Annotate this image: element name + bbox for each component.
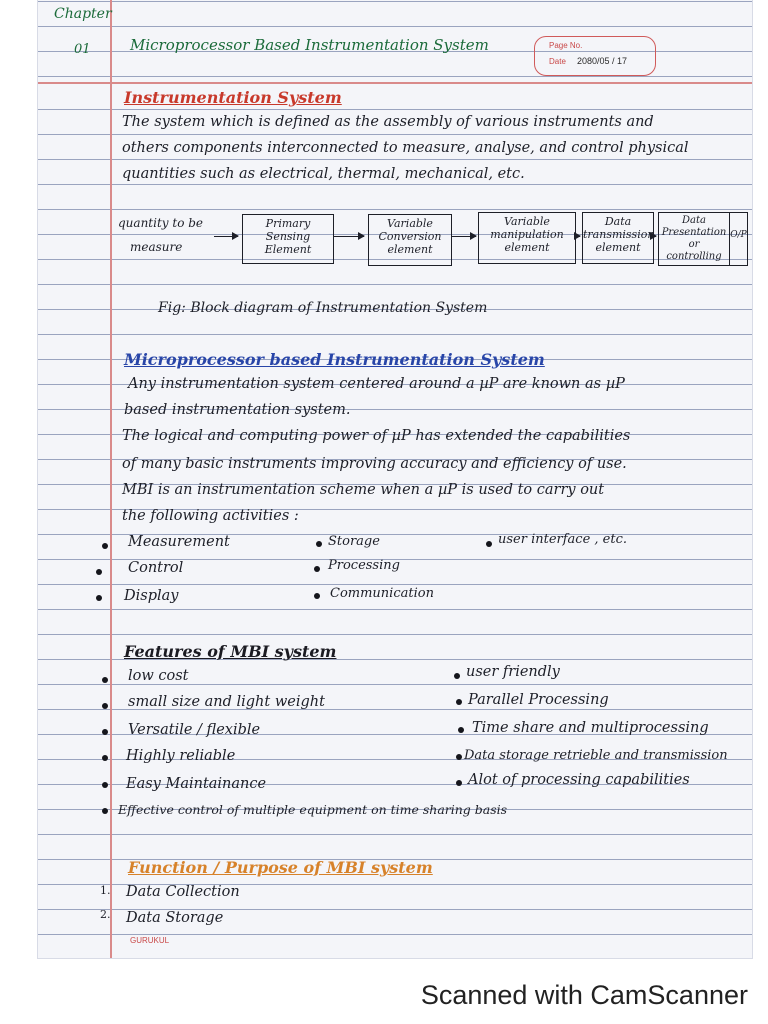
paragraph-line: The system which is defined as the assembly of various instruments and [122, 114, 654, 130]
paragraph-line: the following activities : [122, 508, 299, 524]
section-heading-instrumentation: Instrumentation System [124, 88, 342, 107]
diagram-input-label: measure [130, 240, 183, 254]
bullet [456, 699, 462, 705]
chapter-number: 01 [74, 42, 91, 57]
list-item: Control [128, 560, 184, 576]
bullet [102, 782, 108, 788]
diagram-input-label: quantity to be [118, 216, 204, 230]
block-label: controlling [666, 251, 722, 262]
list-item: Display [124, 588, 179, 604]
bullet [96, 569, 102, 575]
diagram-arrow [334, 236, 364, 237]
bullet [316, 541, 322, 547]
bullet [458, 727, 464, 733]
header-divider [38, 82, 752, 84]
chapter-label: Chapter [54, 6, 112, 22]
feature-item: Versatile / flexible [128, 722, 261, 738]
bullet [102, 755, 108, 761]
notebook-brand-stamp: GURUKUL [130, 936, 170, 945]
block-label: Variable [387, 217, 433, 230]
block-label: or [688, 239, 700, 250]
block-data-presentation [658, 212, 730, 266]
feature-item: Time share and multiprocessing [472, 720, 709, 736]
page-no-label: Page No. [549, 41, 583, 50]
feature-item: low cost [128, 668, 189, 684]
bullet [454, 673, 460, 679]
block-label: Primary Sensing [265, 217, 311, 243]
block-variable-manipulation [478, 212, 576, 264]
page-date-box [534, 36, 656, 76]
feature-item: Highly reliable [126, 748, 236, 764]
date-label: Date [549, 57, 566, 66]
paragraph-line: of many basic instruments improving accuracy and efficiency of use. [122, 456, 627, 472]
block-label: manipulation [490, 228, 564, 241]
paragraph-line: Any instrumentation system centered around a µP are known as µP [128, 376, 625, 392]
paragraph-line: The logical and computing power of µP has extended the capabilities [122, 428, 631, 444]
paragraph-line: others components interconnected to measure, analyse, and control physical [122, 140, 689, 156]
block-label: Conversion [378, 230, 442, 243]
bullet [102, 543, 108, 549]
feature-item: Alot of processing capabilities [468, 772, 690, 788]
feature-item: Effective control of multiple equipment on time sharing basis [118, 802, 508, 817]
block-variable-conversion [368, 214, 452, 266]
section-heading-function: Function / Purpose of MBI system [128, 858, 433, 877]
list-item: Measurement [128, 534, 230, 550]
bullet [486, 541, 492, 547]
camscanner-watermark: Scanned with CamScanner [420, 980, 748, 1010]
block-label: element [387, 243, 433, 256]
block-label: Element [264, 243, 312, 256]
diagram-arrow [214, 236, 238, 237]
list-number: 1. [100, 884, 111, 897]
paragraph-line: quantities such as electrical, thermal, mechanical, etc. [122, 166, 525, 182]
bullet [314, 593, 320, 599]
block-data-transmission [582, 212, 654, 264]
block-label: element [504, 241, 550, 254]
diagram-caption: Fig: Block diagram of Instrumentation System [158, 300, 488, 316]
block-label: element [595, 241, 641, 254]
block-label: Presentation [661, 227, 727, 238]
block-label: transmission [583, 228, 655, 241]
feature-item: user friendly [466, 664, 560, 680]
bullet [102, 677, 108, 683]
section-heading-features: Features of MBI system [124, 642, 337, 661]
date-value: 2080/05 / 17 [577, 56, 628, 66]
bullet [314, 566, 320, 572]
diagram-arrow [654, 236, 656, 237]
feature-item: Easy Maintainance [126, 776, 267, 792]
paragraph-line: based instrumentation system. [124, 402, 351, 418]
bullet [456, 780, 462, 786]
output-block [730, 212, 748, 266]
bullet [102, 729, 108, 735]
function-item: Data Collection [126, 884, 240, 900]
block-label: Data [682, 215, 706, 226]
list-item: Communication [330, 586, 434, 601]
page-title: Microprocessor Based Instrumentation System [130, 36, 489, 54]
notebook-page [38, 0, 752, 958]
function-item: Data Storage [126, 910, 224, 926]
bullet [96, 595, 102, 601]
feature-item: Parallel Processing [468, 692, 609, 708]
list-number: 2. [100, 908, 111, 921]
margin-line [110, 0, 112, 958]
list-item: Processing [328, 558, 400, 573]
section-heading-mbi: Microprocessor based Instrumentation System [124, 350, 545, 369]
block-label: Variable [504, 215, 550, 228]
list-item: user interface , etc. [498, 532, 628, 547]
diagram-arrow [452, 236, 476, 237]
bullet [456, 754, 462, 760]
block-primary-sensing [242, 214, 334, 264]
bullet [102, 808, 108, 814]
feature-item: small size and light weight [128, 694, 325, 710]
feature-item: Data storage retrieble and transmission [464, 748, 728, 763]
output-label: O/P [730, 230, 747, 240]
paragraph-line: MBI is an instrumentation scheme when a µP is used to carry out [122, 482, 605, 498]
diagram-arrow [576, 236, 580, 237]
block-label: Data [604, 215, 632, 228]
bullet [102, 703, 108, 709]
list-item: Storage [328, 534, 380, 549]
